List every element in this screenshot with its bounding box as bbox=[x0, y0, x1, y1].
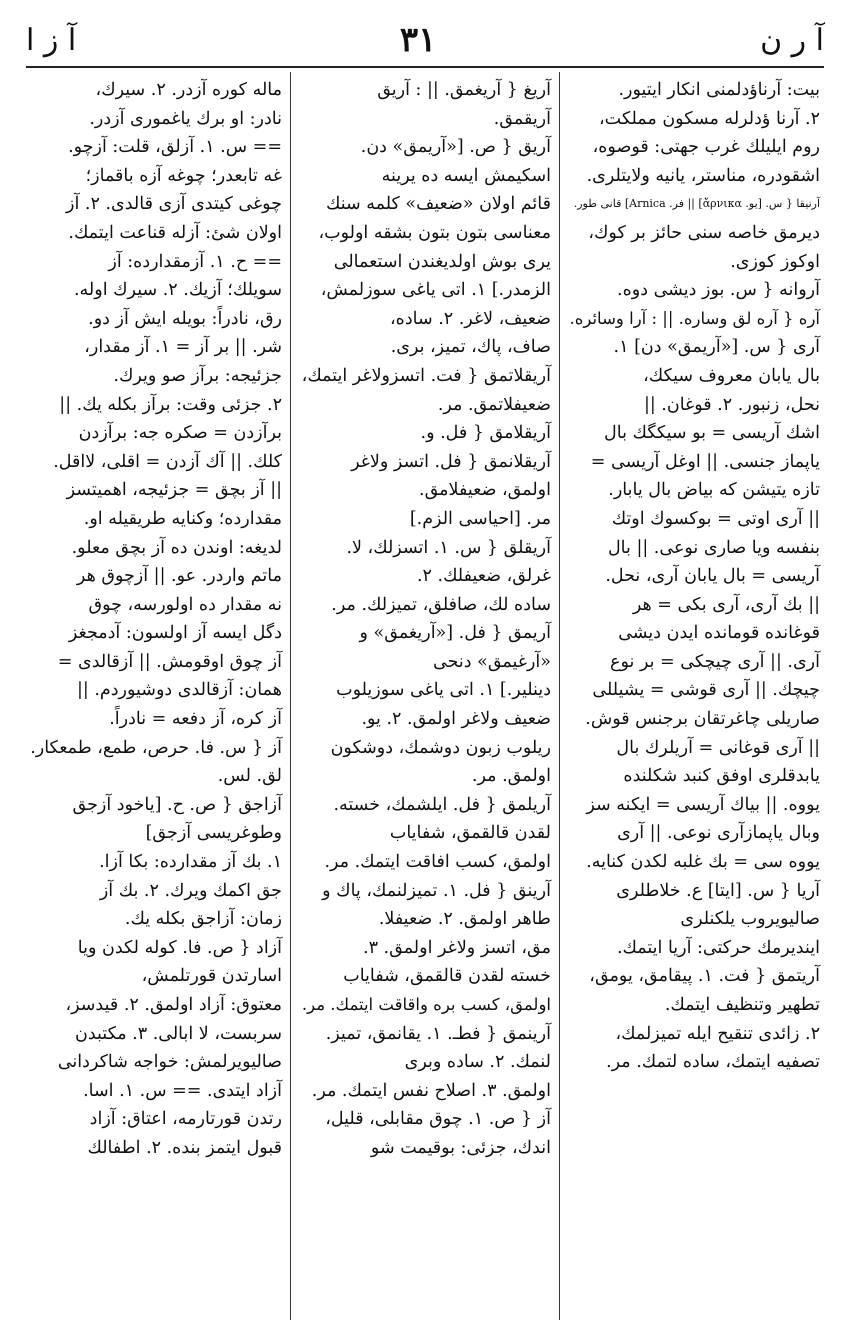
text-line: || آز بچق = جزئيجه، اهميتسز bbox=[66, 480, 282, 501]
text-line: بيت: آرناؤدلمنى انكار ايتيور. bbox=[618, 80, 820, 100]
text-line: آريقمق. bbox=[493, 108, 551, 129]
text-line: اوكوز كوزى. bbox=[730, 251, 820, 272]
text-line: جزئيجه: برآز صو ويرك. bbox=[113, 365, 282, 386]
text-line: آزاد ايتدى. == س. ۱. اسا. bbox=[83, 1080, 282, 1101]
column-middle bbox=[291, 72, 560, 1320]
text-line: سويلك؛ آزيك. ۲. سيرك اوله. bbox=[73, 280, 282, 301]
text-line: آريق { ص. [«آريمق» دن. bbox=[360, 137, 551, 158]
text-line: جق اكمك ويرك. ۲. بك آز bbox=[99, 880, 282, 901]
text-line: صاف، پاك، تميز، برى. bbox=[390, 337, 551, 358]
text-line: مق، اتسز ولاغر اولمق. ۳. bbox=[362, 937, 551, 958]
text-line: لنمك. ۲. ساده وبرى bbox=[404, 1052, 551, 1073]
text-line: || آرى قوغانى = آريلرك بال bbox=[616, 737, 820, 758]
text-line: برآزدن = صكره جه: برآزدن bbox=[78, 423, 282, 444]
text-line: آريمق { فل. [«آريغمق» و bbox=[359, 623, 551, 644]
text-line: ياپماز جنسى. || اوغل آريسى = bbox=[590, 451, 820, 472]
text-line: آرنيقا { س. [يو. ἄρνικα] || فر. Arnica] قانى طور. bbox=[573, 197, 820, 211]
text-line: معناسى بتون بتون بشقه اولوب، bbox=[318, 222, 551, 243]
text-line: ضعيف ولاغر اولمق. ۲. يو. bbox=[361, 709, 551, 730]
text-line: ۲. جزئى وقت: برآز بكله يك. || bbox=[59, 394, 282, 415]
text-line: ضعيفلاتمق. مر. bbox=[437, 394, 551, 415]
text-line: آريقلانمق { فل. اتسز ولاغر bbox=[351, 451, 551, 472]
text-line: ساده لك، صافلق، تميزلك. مر. bbox=[331, 594, 551, 615]
text-line: يووه سى = بك غلبه لكدن كنايه. bbox=[586, 852, 820, 873]
text-line: آره { آره لق وساره. || : آرا وسائره. bbox=[569, 308, 820, 328]
text-line: اولمق. ۳. اصلاح نفس ايتمك. مر. bbox=[311, 1080, 551, 1101]
text-line: يرى بوش اولديغندن استعمالى bbox=[333, 251, 551, 272]
text-line: شر. || بر آز = ۱. آز مقدار، bbox=[84, 337, 282, 358]
text-line: خسته لقدن قالقمق، شفاياب bbox=[343, 966, 551, 987]
text-line: اشك آريسى = بو سيكگك بال bbox=[604, 423, 820, 444]
text-line: آريغ { آريغمق. || : آريق bbox=[377, 80, 551, 100]
text-line: ۲. زائدى تنقيح ايله تميزلمك، bbox=[615, 1023, 820, 1044]
text-line: مقدارده؛ وكنايه طريقيله او. bbox=[83, 508, 282, 529]
text-line: ريلوب زبون دوشمك، دوشكون bbox=[330, 737, 551, 758]
text-line: نه مقدار ده اولورسه، چوق bbox=[88, 594, 282, 615]
text-line: == ح. ۱. آزمقدارده: آز bbox=[108, 251, 282, 272]
text-line: معتوق: آزاد اولمق. ۲. قيدسز، bbox=[65, 995, 282, 1015]
header-rule bbox=[26, 66, 824, 68]
text-line: دينلير.] ۱. اتى ياغى سوزيلوب bbox=[336, 680, 551, 701]
text-line: صاليويرلمش: خواجه شاكردانى bbox=[57, 1052, 282, 1073]
text-line: اسكيمش ايسه ده يرينه bbox=[381, 165, 551, 186]
header-left-word: آ ز ا bbox=[26, 22, 77, 58]
text-line: رتدن قورتارمه، اعتاق: آزاد bbox=[89, 1109, 282, 1130]
column-left bbox=[22, 72, 291, 1320]
text-line: وبال ياپمازآرى نوعى. || آرى bbox=[617, 823, 820, 844]
column-right bbox=[560, 72, 828, 1320]
text-line: لديغه: اوندن ده آز بچق معلو. bbox=[71, 537, 282, 558]
page-header bbox=[26, 18, 824, 62]
header-right-word: آ ر ن bbox=[760, 22, 824, 58]
text-line: نادر: او برك ياغمورى آزدر. bbox=[89, 108, 282, 129]
text-line: چيچك. || آرى قوشى = يشيللى bbox=[592, 680, 820, 701]
text-line: رق، نادراً: بويله ايش آز دو. bbox=[88, 308, 282, 329]
text-line: اندك، جزئى: بوقيمت شو bbox=[370, 1137, 551, 1158]
text-line: غرلق، ضعيفلك. ۲. bbox=[416, 566, 551, 587]
text-line: آز { ص. ۱. چوق مقابلى، قليل، bbox=[325, 1109, 551, 1130]
text-line: آرى { س. [«آريمق» دن] ۱. bbox=[613, 337, 820, 358]
text-line: آريا { س. [ايتا] ع. خلاطلرى bbox=[616, 880, 820, 901]
text-line: يابدقلرى اوفق كنبد شكلنده bbox=[623, 766, 820, 787]
text-line: طاهر اولمق. ۲. ضعيفلا. bbox=[378, 909, 551, 930]
text-line: اولمق، كسب بره واقاقت ايتمك. مر. bbox=[301, 995, 551, 1014]
text-line: آريقلامق { فل. و. bbox=[420, 423, 551, 444]
text-line: چوغى كيتدى آزى قالدى. ۲. آز bbox=[66, 194, 282, 215]
text-line: مر. [احياسى الزم.] bbox=[409, 508, 551, 529]
page-number: ۳۱ bbox=[399, 20, 437, 60]
text-line: اولان شئ: آزله قناعت ايتمك. bbox=[68, 222, 282, 243]
text-line: آريقلق { س. ۱. اتسزلك، لا. bbox=[346, 537, 551, 558]
text-line: آرينمق { فطـ. ۱. يقانمق، تميز. bbox=[325, 1023, 551, 1044]
text-line: زمان: آزاجق بكله يك. bbox=[124, 909, 282, 930]
text-line: ۲. آرنا ؤدلرله مسكون مملكت، bbox=[598, 108, 820, 129]
text-line: الزمدر.] ۱. اتى ياغى سوزلمش، bbox=[320, 280, 551, 301]
text-line: اولمق. مر. bbox=[471, 766, 551, 787]
text-line: غه تابعدر؛ چوغه آزه باقماز؛ bbox=[85, 165, 282, 186]
text-line: «آرغيمق» دنحى bbox=[433, 651, 551, 672]
text-line: آز چوق اوقومش. || آزقالدى = bbox=[57, 651, 282, 672]
text-line: همان: آزقالدى دوشيوردم. || bbox=[76, 680, 282, 701]
text-line: ضعيف، لاغر. ۲. ساده، bbox=[390, 308, 551, 329]
text-line: بنفسه ويا صارى نوعى. || بال bbox=[607, 537, 820, 558]
text-line: اسارتدن قورتلمش، bbox=[141, 966, 282, 987]
text-line: ۱. بك آز مقدارده: بكا آزا. bbox=[99, 852, 282, 873]
text-line: روم ايليلك غرب جهتى: قوصوه، bbox=[592, 137, 820, 158]
text-line: آزاد { ص. فا. كوله لكدن ويا bbox=[77, 937, 282, 958]
text-line: قائم اولان «ضعيف» كلمه سنك bbox=[325, 194, 551, 215]
text-line: ماله كوره آزدر. ۲. سيرك، bbox=[95, 80, 282, 100]
text-line: آريتمق { فت. ۱. پيقامق، يومق، bbox=[589, 966, 820, 987]
text-line: == س. ۱. آزلق، قلت: آزچو. bbox=[68, 137, 282, 158]
text-line: آروانه { س. بوز ديشى دوه. bbox=[617, 280, 820, 301]
text-line: لقدن قالقمق، شفاياب bbox=[389, 823, 551, 844]
text-line: ماتم واردر. عو. || آزچوق هر bbox=[76, 566, 282, 587]
text-line: ديرمق خاصه سنى حائز بر كوك، bbox=[588, 222, 820, 243]
text-line: تصفيه ايتمك، ساده لتمك. مر. bbox=[606, 1052, 820, 1073]
text-line: صاليويروب يلكنلرى bbox=[680, 909, 820, 930]
text-line: تطهير وتنظيف ايتمك. bbox=[664, 995, 820, 1015]
text-line: ايندیرمك حركتى: آريا ايتمك. bbox=[616, 937, 820, 958]
text-line: اولمق، كسب افاقت ايتمك. مر. bbox=[324, 852, 551, 873]
text-line: آرى. || آرى چيچكى = بر نوع bbox=[610, 651, 820, 672]
text-line: آريلمق { فل. ايلشمك، خسته. bbox=[333, 794, 551, 815]
text-line: قوغانده قومانده ايدن ديشى bbox=[618, 623, 820, 644]
text-line: دگل ايسه آز اولسون: آدمجغز bbox=[68, 623, 282, 644]
text-line: || آرى اوتى = بوكسوك اوتك bbox=[611, 508, 820, 529]
text-line: آزاجق { ص. ح. [ياخود آزجق bbox=[72, 794, 282, 815]
text-line: تازه يتيشن كه بياض بال يابار. bbox=[608, 480, 820, 501]
text-line: آريسى = بال يابان آرى، نحل. bbox=[605, 566, 820, 587]
text-line: سربست، لا ابالى. ۳. مكتبدن bbox=[74, 1023, 282, 1044]
text-line: بال يابان معروف سيكك، bbox=[643, 365, 820, 386]
text-line: نحل، زنبور. ۲. قوغان. || bbox=[643, 394, 820, 415]
text-line: كلك. || آك آزدن = اقلى، لااقل. bbox=[53, 451, 282, 472]
text-line: قبول ايتمز بنده. ۲. اطفالك bbox=[87, 1137, 282, 1158]
text-line: آز { س. فا. حرص، طمع، طمعكار. bbox=[30, 737, 282, 758]
text-line: لق. لس. bbox=[217, 766, 282, 787]
text-line: || بك آرى، آرى بكى = هر bbox=[632, 594, 820, 615]
text-line: وطوغريسى آزجق] bbox=[145, 823, 282, 844]
text-line: آريقلاتمق { فت. اتسزولاغر ايتمك، bbox=[301, 365, 551, 386]
text-line: اولمق، ضعيفلامق. bbox=[419, 480, 551, 501]
dictionary-columns bbox=[22, 72, 828, 1320]
text-line: صاريلى چاغرتقان برجنس قوش. bbox=[585, 709, 820, 730]
text-line: اشقودره، مناستر، يانيه ولايتلرى. bbox=[586, 165, 820, 186]
text-line: آز كره، آز دفعه = نادراً. bbox=[109, 709, 282, 730]
text-line: يووه. || بياك آريسى = ايكنه سز bbox=[586, 794, 820, 815]
text-line: آرينق { فل. ۱. تميزلنمك، پاك و bbox=[322, 880, 551, 901]
